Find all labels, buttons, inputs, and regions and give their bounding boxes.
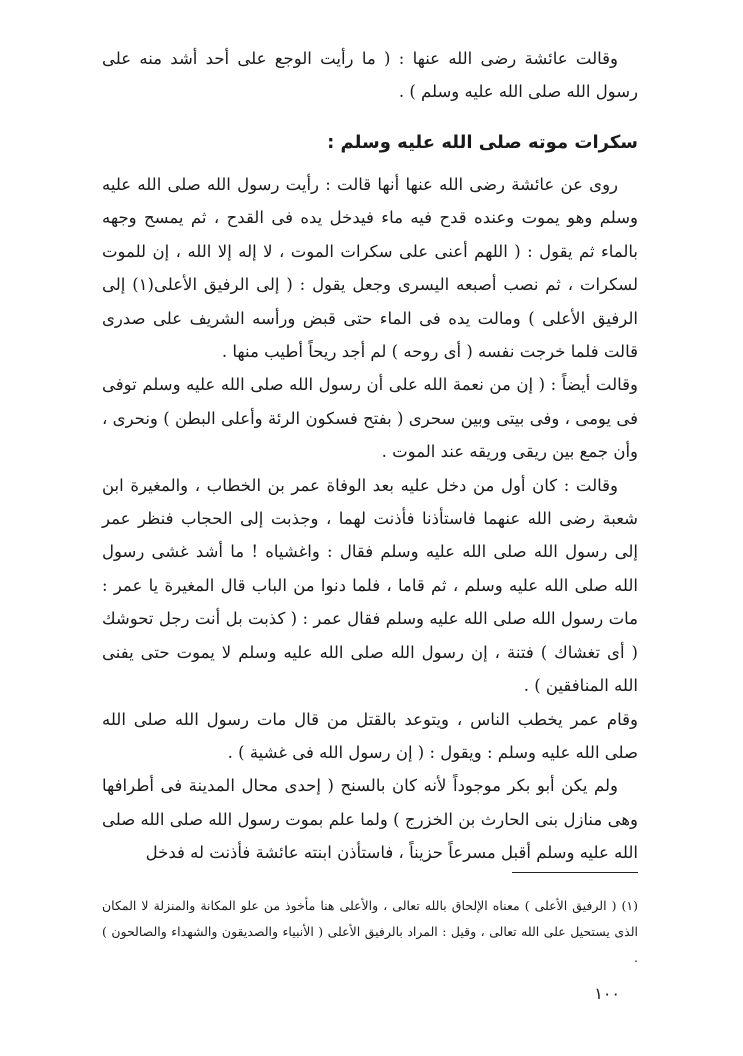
intro-paragraph: وقالت عائشة رضى الله عنها : ( ما رأيت الوجع على أحد أشد منه على رسول الله صلى الله عليه وسلم ) .: [102, 49, 638, 102]
footnote-divider: [512, 872, 638, 873]
main-body: [102, 168, 638, 870]
paragraph-first-entry: وقالت : كان أول من دخل عليه بعد الوفاة عمر بن الخطاب ، والمغيرة ابن شعبة رضى الله عنهما فاستأذنا فأذنت لهما ، وجذبت إلى الحجاب فنظر عمر إلى رسول الله صلى الله عليه وسلم فقال : واغشياه ! ما أشد غشى رسول الله صلى الله عليه وسلم ، ثم قاما ، فلما دنوا من الباب قال المغيرة يا عمر : مات رسول الله صلى الله عليه وسلم فقال عمر : ( كذبت بل أنت رجل تحوشك ( أى تغشاك ) فتنة ، إن رسول الله صلى الله عليه وسلم لا يموت حتى يفنى الله المنافقين ) .: [102, 475, 638, 696]
footnote: (١) ( الرفيق الأعلى ) معناه الإلحاق بالله تعالى ، والأعلى هنا مأخوذ من علو المكانة والمنزلة لا المكان الذى يستحيل على الله تعالى ، وقيل : المراد بالرفيق الأعلى ( الأنبياء والصديقون والشهداء والصالحون ) .: [102, 898, 638, 965]
section-heading: سكرات موته صلى الله عليه وسلم :: [327, 132, 638, 153]
section-heading-block: [102, 126, 638, 160]
page-number: ١٠٠: [594, 984, 620, 1003]
paragraph-narration: روى عن عائشة رضى الله عنها أنها قالت : رأيت رسول الله صلى الله عليه وسلم وهو يموت وعنده قدح فيه ماء فيدخل يده فى القدح ، ثم يمسح وجهه بالماء ثم يقول : ( اللهم أعنى على سكرات الموت ، لا إله إلا الله ، إن للموت لسكرات ، ثم نصب أصبعه اليسرى وجعل يقول : ( إلى الرفيق الأعلى(١) إلى الرفيق الأعلى ) ومالت يده فى الماء حتى قبض ورأسه الشريف على صدرى قالت فلما خرجت نفسه ( أى روحه ) لم أجد ريحاً أطيب منها .: [102, 175, 639, 362]
paragraph-umar-speech: وقام عمر يخطب الناس ، ويتوعد بالقتل من قال مات رسول الله صلى الله صلى الله عليه وسلم : ويقول : ( إن رسول الله فى غشية ) .: [102, 709, 638, 762]
intro-block: [102, 42, 638, 109]
paragraph-abu-bakr: ولم يكن أبو بكر موجوداً لأنه كان بالسنح ( إحدى محال المدينة فى أطرافها وهى منازل بنى الحارث بن الخزرج ) ولما علم بموت رسول الله صلى الله صلى الله عليه وسلم أقبل مسرعاً حزيناً ، فاستأذن ابنته عائشة فأذنت له فدخل: [102, 776, 638, 863]
paragraph-blessing: وقالت أيضاً : ( إن من نعمة الله على أن رسول الله صلى الله عليه وسلم توفى فى يومى ، وفى بيتى وبين سحرى ( بفتح فسكون الرئة وأعلى البطن ) ونحرى ، وأن جمع بين ريقى وريقه عند الموت .: [102, 375, 638, 462]
